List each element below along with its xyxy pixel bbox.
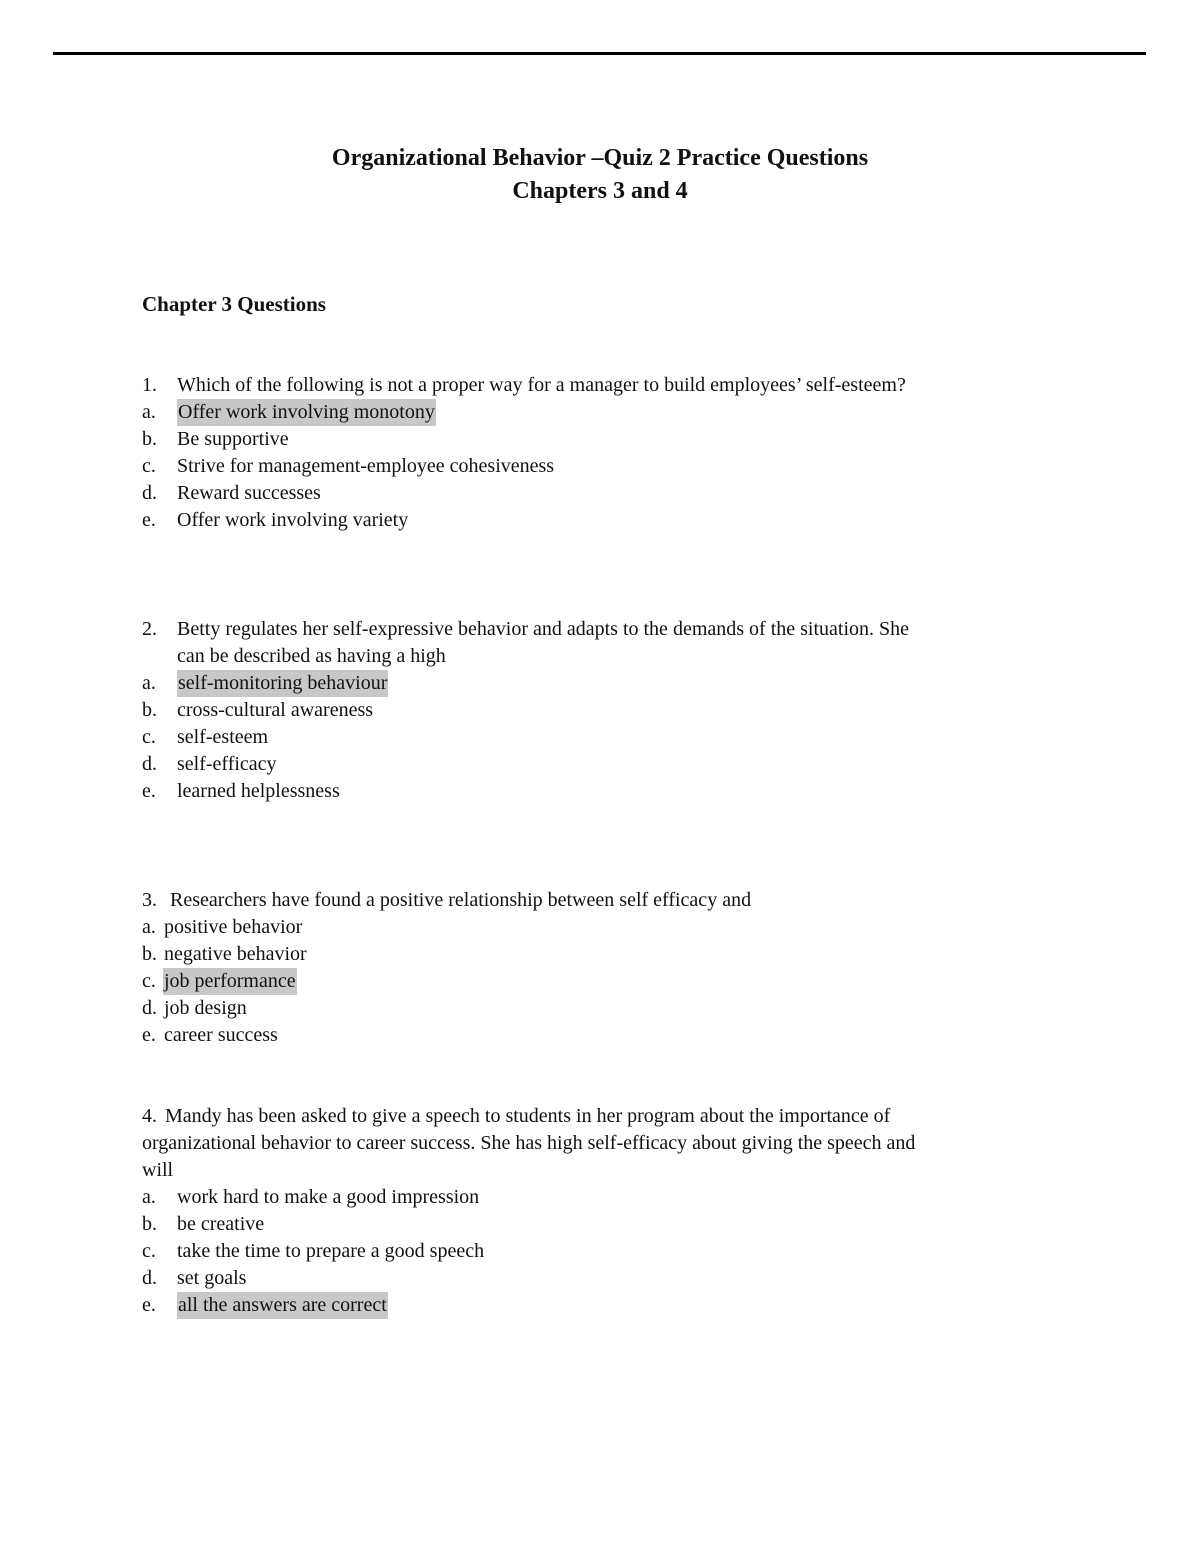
question-number: 2. (142, 618, 157, 640)
option-text-correct-answer: all the answers are correct (177, 1292, 388, 1319)
section-heading: Chapter 3 Questions (142, 292, 326, 316)
option-letter: c. (142, 726, 156, 748)
option-letter: c. (142, 1240, 156, 1262)
document-subtitle: Chapters 3 and 4 (512, 178, 688, 204)
option-text: Strive for management-employee cohesiveness (177, 455, 555, 477)
question-number: 1. (142, 374, 157, 396)
option-letter: a. (142, 672, 156, 694)
option-text-correct-answer: self-monitoring behaviour (177, 670, 388, 697)
option-letter: d. (142, 753, 157, 775)
option-letter: e. (142, 509, 156, 531)
option-text: Be supportive (177, 428, 289, 450)
question-text: organizational behavior to career success. She has high self-efficacy about giving the speech and (142, 1132, 916, 1154)
option-text: take the time to prepare a good speech (177, 1240, 485, 1262)
option-text: Offer work involving variety (177, 509, 409, 531)
option-text: cross-cultural awareness (177, 699, 374, 721)
option-letter: c. (142, 970, 156, 992)
option-letter: c. (142, 455, 156, 477)
option-text: career success (164, 1024, 278, 1046)
option-text: learned helplessness (177, 780, 340, 802)
option-letter: b. (142, 428, 157, 450)
document-title: Organizational Behavior –Quiz 2 Practice Questions (331, 145, 869, 171)
option-letter: d. (142, 1267, 157, 1289)
question-text: Which of the following is not a proper way for a manager to build employees’ self-esteem? (177, 374, 906, 396)
option-letter: b. (142, 943, 157, 965)
option-text: positive behavior (164, 916, 303, 938)
option-text: job design (164, 997, 247, 1019)
option-letter: a. (142, 916, 156, 938)
option-letter: e. (142, 1024, 156, 1046)
option-letter: d. (142, 482, 157, 504)
option-text: self-esteem (177, 726, 269, 748)
question-text: Mandy has been asked to give a speech to students in her program about the importance of (165, 1105, 891, 1127)
question-number: 3. (142, 889, 157, 911)
question-text: Betty regulates her self-expressive behavior and adapts to the demands of the situation. She (177, 618, 910, 640)
option-letter: b. (142, 1213, 157, 1235)
question-text: will (142, 1159, 174, 1181)
option-letter: d. (142, 997, 157, 1019)
question-text: can be described as having a high (177, 645, 446, 667)
option-text: self-efficacy (177, 753, 277, 775)
option-letter: b. (142, 699, 157, 721)
question-text: Researchers have found a positive relationship between self efficacy and (170, 889, 752, 911)
header-rule (53, 52, 1146, 55)
option-letter: e. (142, 1294, 156, 1316)
option-letter: a. (142, 1186, 156, 1208)
option-text: be creative (177, 1213, 265, 1235)
option-text: negative behavior (164, 943, 307, 965)
option-text-correct-answer: Offer work involving monotony (177, 399, 436, 426)
option-letter: a. (142, 401, 156, 423)
option-letter: e. (142, 780, 156, 802)
question-number: 4. (142, 1105, 157, 1127)
option-text: Reward successes (177, 482, 321, 504)
option-text-correct-answer: job performance (163, 968, 297, 995)
option-text: set goals (177, 1267, 247, 1289)
option-text: work hard to make a good impression (177, 1186, 480, 1208)
